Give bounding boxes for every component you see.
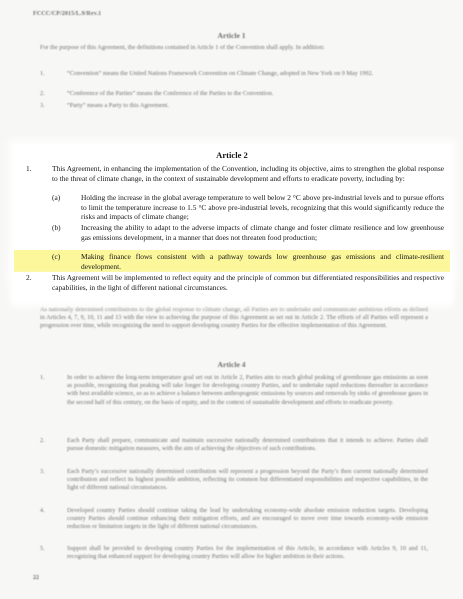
article-2-paragraph-number: 2. <box>26 273 32 282</box>
article-4-item-number: 4. <box>40 507 45 514</box>
article-2-item-text: Increasing the ability to adapt to the adverse impacts of climate change and foster climate resilience and low greenhouse gas emissions development, in a manner that does not threaten food production; <box>81 223 444 242</box>
page-number: 22 <box>33 575 39 581</box>
article-2-focus-card <box>12 144 452 279</box>
article-4-item-number: 5. <box>40 545 45 552</box>
article-1-intro: For the purpose of this Agreement, the definitions contained in Article 1 of the Convention shall apply. In addition: <box>40 44 325 51</box>
article-4-item-text: Developed country Parties should continue taking the lead by undertaking economy-wide absolute emission reduction targets. Developing country Parties should continue enhancing their mitigation efforts, and are encouraged to move over time towards economy-wide emission reduction or limitation targets in the light of different national circumstances. <box>67 507 428 531</box>
article-4-item-text: Support shall be provided to developing country Parties for the implementation of this Article, in accordance with Articles 9, 10 and 11, recognizing that enhanced support for developing country Parties will allow for higher ambition in their actions. <box>67 545 428 561</box>
article-1-item-number: 1. <box>40 70 45 77</box>
article-4-item-text: In order to achieve the long-term temperature goal set out in Article 2, Parties aim to reach global peaking of greenhouse gas emissions as soon as possible, recognizing that peaking will take longer for developing country Parties, and to undertake rapid reductions thereafter in accordance with best available science, so as to achieve a balance between anthropogenic emissions by sources and removals by sinks of greenhouse gases in the second half of this century, on the basis of equity, and in the context of sustainable development and efforts to eradicate poverty. <box>67 374 428 406</box>
article-4-item-number: 3. <box>40 468 45 475</box>
article-3-text: As nationally determined contributions to the global response to climate change, all Parties are to undertake and communicate ambitious efforts as defined in Articles 4, 7, 9, 10, 11 and 13 with the view to achieving the purpose of this Agreement as set out in Article 2. The efforts of all Parties will represent a progression over time, while recognizing the need to support developing country Parties for the effective implementation of this Agreement. <box>40 306 428 330</box>
article-2-item-label: (c) <box>52 252 61 261</box>
article-4-item-number: 1. <box>40 374 45 381</box>
article-1-title: Article 1 <box>217 31 246 40</box>
article-2-item-label: (b) <box>52 223 61 232</box>
article-4-item-text: Each Party’s successive nationally determined contribution will represent a progression beyond the Party’s then current nationally determined contribution and reflect its highest possible ambition, reflecting its common but differentiated responsibilities and respective capabilities, in the light of different national circumstances. <box>67 468 428 492</box>
article-2-paragraph-number: 1. <box>26 164 32 173</box>
article-4-title: Article 4 <box>217 360 246 369</box>
article-2-paragraph-text: This Agreement, in enhancing the implementation of the Convention, including its objective, aims to strengthen the global response to the threat of climate change, in the context of sustainable development and efforts to eradicate poverty, including by: <box>52 164 444 183</box>
article-4-item-number: 2. <box>40 437 45 444</box>
article-2-item-label: (a) <box>52 193 61 202</box>
article-4-item-text: Each Party shall prepare, communicate and maintain successive nationally determined contributions that it intends to achieve. Parties shall pursue domestic mitigation measures, with the aim of achieving the objectives of such contributions. <box>67 437 428 453</box>
article-2-item-text: Holding the increase in the global average temperature to well below 2 °C above pre-industrial levels and to pursue efforts to limit the temperature increase to 1.5 °C above pre-industrial levels, recognizing that this would significantly reduce the risks and impacts of climate change; <box>81 193 444 222</box>
article-1-item-text: “Convention” means the United Nations Framework Convention on Climate Change, adopted in New York on 9 May 1992. <box>67 70 374 77</box>
article-1-item-text: “Conference of the Parties” means the Conference of the Parties to the Convention. <box>67 90 274 97</box>
article-1-item-text: “Party” means a Party to this Agreement. <box>67 102 169 109</box>
article-1-item-number: 2. <box>40 90 45 97</box>
article-2-title: Article 2 <box>216 150 248 160</box>
highlighted-item-text: Making finance flows consistent with a pathway towards low greenhouse gas emissions and climate-resilient development. <box>81 252 444 271</box>
document-symbol: FCCC/CP/2015/L.9/Rev.1 <box>33 11 102 17</box>
article-1-item-number: 3. <box>40 102 45 109</box>
article-2-paragraph-2-block <box>12 273 452 301</box>
article-2-paragraph-text: This Agreement will be implemented to reflect equity and the principle of common but differentiated responsibilities and respective capabilities, in the light of different national circumstances. <box>52 273 444 292</box>
